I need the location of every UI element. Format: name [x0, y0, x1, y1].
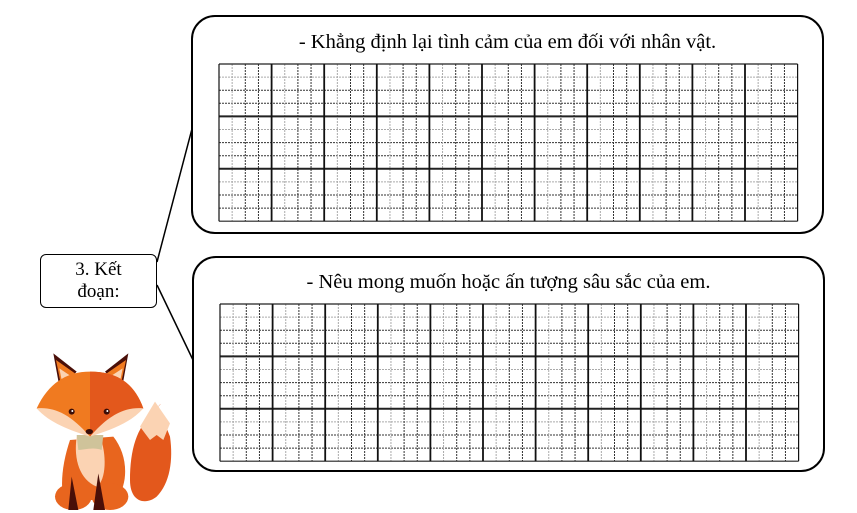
- fox-icon: [30, 340, 180, 513]
- section-title: - Nêu mong muốn hoặc ấn tượng sâu sắc của em.: [306, 271, 711, 293]
- section-label: [40, 254, 157, 308]
- writing-grid[interactable]: [218, 63, 799, 222]
- section-title: - Khẳng định lại tình cảm của em đối với nhân vật.: [298, 31, 717, 53]
- writing-grid[interactable]: [219, 303, 800, 462]
- label-line-1: 3. Kết: [75, 259, 122, 280]
- label-line-2: đoạn:: [77, 281, 120, 302]
